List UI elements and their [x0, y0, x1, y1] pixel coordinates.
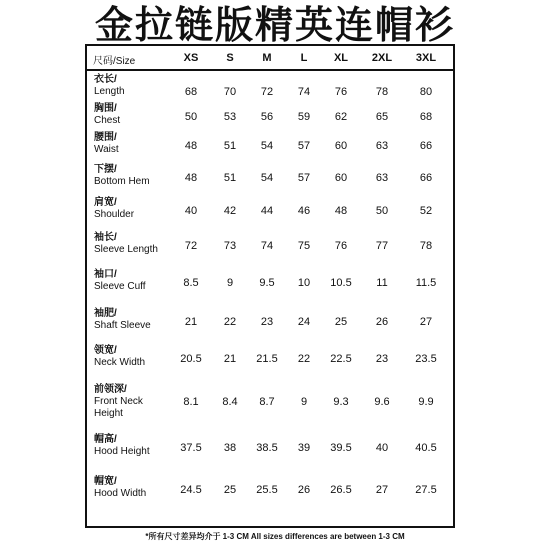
table-cell: 48 — [184, 172, 198, 184]
table-cell: 76 — [334, 240, 348, 252]
row-label-english: Length — [94, 86, 125, 97]
table-cell: 21 — [184, 316, 198, 328]
row-label — [94, 132, 174, 156]
table-cell: 11.5 — [415, 277, 437, 289]
size-xs-header: XS — [183, 52, 199, 64]
table-cell: 44 — [260, 205, 274, 217]
table-cell: 23.5 — [415, 353, 437, 365]
table-cell: 24.5 — [180, 484, 202, 496]
table-cell: 66 — [419, 140, 433, 152]
table-cell: 62 — [334, 111, 348, 123]
footnote: *所有尺寸差异均介于 1-3 CM All sizes differences are between 1-3 CM — [145, 532, 405, 541]
row-label-english: Sleeve Length — [94, 244, 158, 255]
table-cell: 60 — [334, 140, 348, 152]
table-cell: 26 — [297, 484, 311, 496]
row-label-english: Hood Height — [94, 446, 150, 457]
size-2xl-header: 2XL — [371, 52, 393, 64]
row-label-chinese: 袖口/ — [94, 269, 117, 280]
row-label-chinese: 肩宽/ — [94, 197, 117, 208]
table-cell: 21.5 — [256, 353, 278, 365]
row-label-chinese: 腰围/ — [94, 132, 117, 143]
table-cell: 59 — [297, 111, 311, 123]
table-cell: 23 — [260, 316, 274, 328]
table-cell: 27 — [375, 484, 389, 496]
size-l-header: L — [300, 52, 308, 64]
table-cell: 8.1 — [183, 396, 199, 408]
table-cell: 48 — [184, 140, 198, 152]
row-label-chinese: 袖长/ — [94, 232, 117, 243]
table-cell: 56 — [260, 111, 274, 123]
table-cell: 57 — [297, 140, 311, 152]
row-label-chinese: 下摆/ — [94, 164, 117, 175]
table-cell: 38 — [223, 442, 237, 454]
table-cell: 78 — [419, 240, 433, 252]
row-label-english: Shaft Sleeve — [94, 320, 151, 331]
table-cell: 72 — [260, 86, 274, 98]
row-label-english: Neck Width — [94, 357, 146, 368]
table-cell: 76 — [334, 86, 348, 98]
table-header — [87, 46, 453, 71]
table-cell: 40.5 — [415, 442, 437, 454]
table-cell: 23 — [375, 353, 389, 365]
size-chart-table — [85, 44, 455, 528]
table-cell: 22 — [297, 353, 311, 365]
size-3xl-header: 3XL — [415, 52, 437, 64]
size-header-label: 尺码/Size — [93, 56, 136, 67]
table-cell: 68 — [184, 86, 198, 98]
table-cell: 26.5 — [330, 484, 352, 496]
row-label-chinese: 领宽/ — [94, 345, 117, 356]
table-cell: 80 — [419, 86, 433, 98]
table-cell: 37.5 — [180, 442, 202, 454]
table-cell: 57 — [297, 172, 311, 184]
table-cell: 9.5 — [259, 277, 275, 289]
row-label-chinese: 袖肥/ — [94, 308, 117, 319]
row-label — [94, 164, 174, 188]
row-label-english: Bottom Hem — [94, 176, 150, 187]
table-cell: 74 — [260, 240, 274, 252]
row-label — [94, 476, 174, 500]
table-cell: 8.7 — [259, 396, 275, 408]
size-s-header: S — [226, 52, 234, 64]
table-cell: 65 — [375, 111, 389, 123]
table-cell: 22 — [223, 316, 237, 328]
row-label — [94, 384, 174, 420]
table-cell: 9 — [300, 396, 308, 408]
table-cell: 54 — [260, 172, 274, 184]
row-label — [94, 74, 174, 98]
table-cell: 66 — [419, 172, 433, 184]
table-cell: 48 — [334, 205, 348, 217]
row-label — [94, 308, 174, 332]
table-cell: 78 — [375, 86, 389, 98]
table-cell: 52 — [419, 205, 433, 217]
table-cell: 51 — [223, 172, 237, 184]
table-cell: 24 — [297, 316, 311, 328]
table-cell: 27.5 — [415, 484, 437, 496]
table-cell: 54 — [260, 140, 274, 152]
row-label-chinese: 前领深/ — [94, 384, 127, 395]
table-cell: 68 — [419, 111, 433, 123]
table-cell: 40 — [184, 205, 198, 217]
table-cell: 63 — [375, 172, 389, 184]
table-cell: 63 — [375, 140, 389, 152]
table-cell: 9.9 — [418, 396, 434, 408]
table-cell: 39 — [297, 442, 311, 454]
table-cell: 77 — [375, 240, 389, 252]
table-cell: 42 — [223, 205, 237, 217]
table-cell: 11 — [376, 277, 388, 289]
table-cell: 9.6 — [374, 396, 390, 408]
table-cell: 70 — [223, 86, 237, 98]
row-label — [94, 345, 174, 369]
table-cell: 40 — [375, 442, 389, 454]
row-label-english: Shoulder — [94, 209, 135, 220]
table-cell: 25.5 — [256, 484, 278, 496]
table-cell: 8.5 — [183, 277, 199, 289]
table-cell: 38.5 — [256, 442, 278, 454]
table-cell: 26 — [375, 316, 389, 328]
table-cell: 75 — [297, 240, 311, 252]
table-cell: 50 — [184, 111, 198, 123]
row-label-english: Sleeve Cuff — [94, 281, 146, 292]
table-cell: 10 — [297, 277, 311, 289]
row-label — [94, 434, 174, 458]
table-cell: 20.5 — [180, 353, 202, 365]
table-cell: 74 — [297, 86, 311, 98]
row-label-chinese: 帽高/ — [94, 434, 117, 445]
table-cell: 73 — [223, 240, 237, 252]
table-cell: 25 — [334, 316, 348, 328]
row-label-chinese: 帽宽/ — [94, 476, 117, 487]
row-label — [94, 197, 174, 221]
table-cell: 8.4 — [222, 396, 238, 408]
table-cell: 53 — [223, 111, 237, 123]
size-xl-header: XL — [333, 52, 349, 64]
page-title: 金拉链版精英连帽衫 — [94, 3, 455, 47]
table-cell: 50 — [375, 205, 389, 217]
row-label-chinese: 衣长/ — [94, 74, 117, 85]
row-label — [94, 232, 174, 256]
table-cell: 25 — [223, 484, 237, 496]
row-label — [94, 103, 174, 127]
table-cell: 10.5 — [330, 277, 352, 289]
row-label-chinese: 胸围/ — [94, 103, 117, 114]
table-cell: 39.5 — [330, 442, 352, 454]
row-label-english: Chest — [94, 115, 121, 126]
row-label-english: Front Neck Height — [94, 396, 143, 419]
table-cell: 22.5 — [330, 353, 352, 365]
table-cell: 46 — [297, 205, 311, 217]
table-cell: 9.3 — [333, 396, 349, 408]
table-cell: 51 — [223, 140, 237, 152]
row-label — [94, 269, 174, 293]
row-label-english: Waist — [94, 144, 119, 155]
table-cell: 21 — [223, 353, 237, 365]
table-cell: 9 — [226, 277, 234, 289]
table-cell: 60 — [334, 172, 348, 184]
row-label-english: Hood Width — [94, 488, 147, 499]
table-cell: 72 — [184, 240, 198, 252]
table-cell: 27 — [419, 316, 433, 328]
size-m-header: M — [262, 52, 272, 64]
